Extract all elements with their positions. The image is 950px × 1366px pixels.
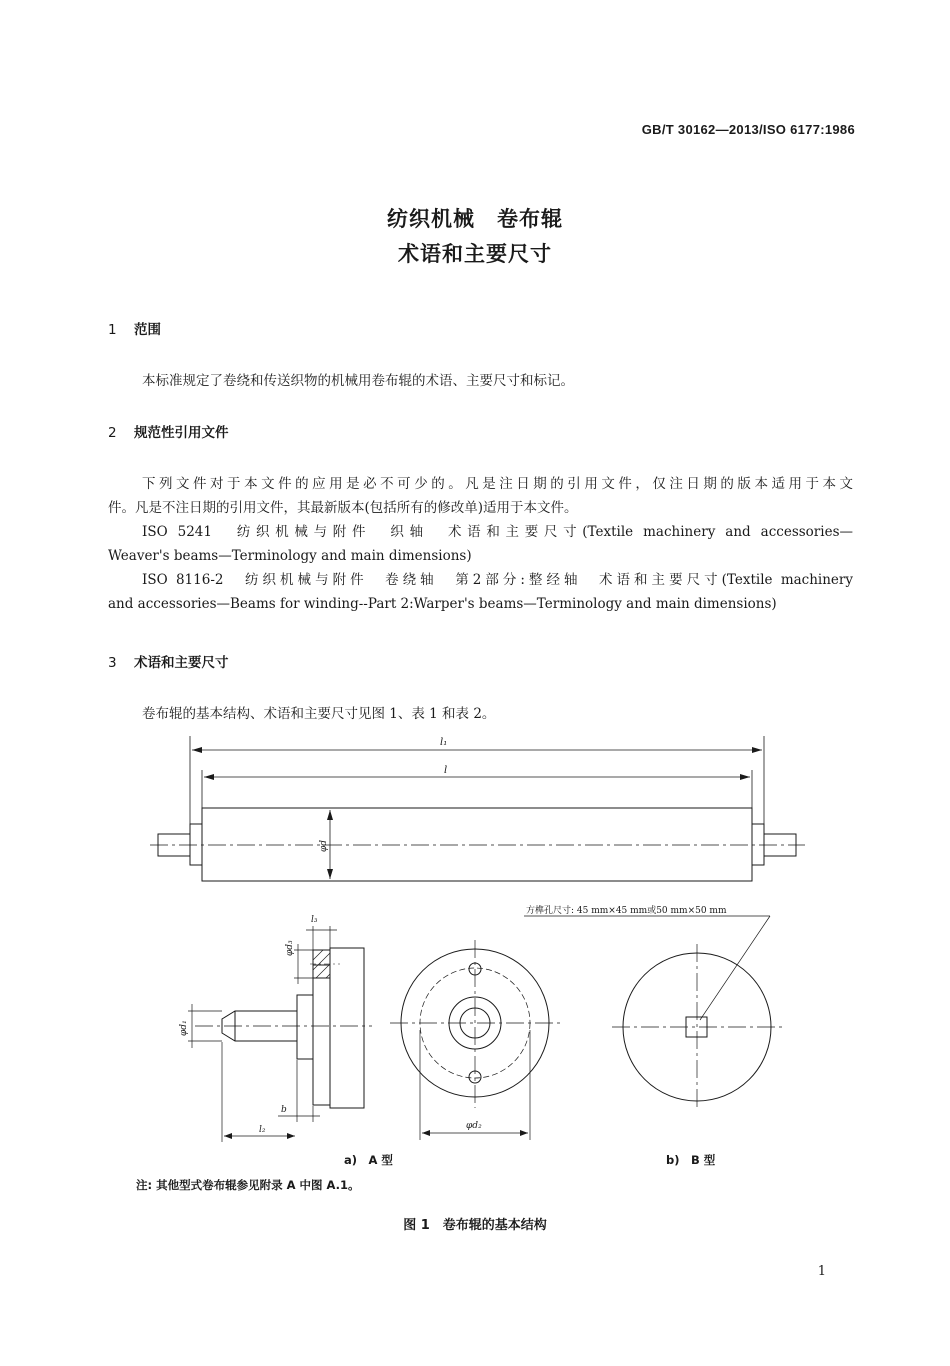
- reference-2-line2: and accessories—Beams for winding--Part 2:Warper's beams—Terminology and main dimensions): [108, 596, 777, 612]
- section-3-number: 3: [108, 655, 117, 671]
- section-1-heading: [108, 318, 161, 338]
- dim-label-l3: l₃: [311, 915, 318, 925]
- section-2-title: 规范性引用文件: [134, 425, 229, 441]
- type-b-end-view: [524, 904, 782, 1110]
- figure-caption-b: b) B 型: [666, 1153, 716, 1167]
- section-2-text-line1: 下列文件对于本文件的应用是必不可少的。凡是注日期的引用文件，仅注日期的版本适用于本文: [142, 476, 853, 492]
- dim-label-b: b: [281, 1105, 287, 1115]
- standard-code: GB/T 30162—2013/ISO 6177:1986: [641, 122, 855, 137]
- type-a-end-view: [390, 940, 560, 1140]
- dim-label-d2: φd₂: [466, 1121, 482, 1131]
- section-2-paragraph: [108, 472, 853, 616]
- section-3-title: 术语和主要尺寸: [134, 655, 229, 671]
- document-title-line2: 术语和主要尺寸: [398, 242, 552, 266]
- reference-1-line1: ISO 5241 纺织机械与附件 织轴 术语和主要尺寸(Textile machinery and accessories—: [142, 524, 853, 540]
- reference-2-line1: ISO 8116-2 纺织机械与附件 卷绕轴 第2部分:整经轴 术语和主要尺寸(Textile machinery: [142, 572, 853, 588]
- figure-note: 注: 其他型式卷布辊参见附录 A 中图 A.1。: [136, 1178, 360, 1192]
- section-1-text: 本标准规定了卷绕和传送织物的机械用卷布辊的术语、主要尺寸和标记。: [142, 373, 574, 389]
- type-a-section-view: [179, 915, 372, 1142]
- section-1-title: 范围: [134, 322, 161, 338]
- page-number: 1: [817, 1264, 826, 1279]
- section-2-text-line2: 件。凡是不注日期的引用文件，其最新版本(包括所有的修改单)适用于本文件。: [108, 500, 578, 516]
- dim-label-d3: φd₃: [285, 940, 295, 956]
- dim-label-d1: φd₁: [179, 1020, 189, 1036]
- square-hole-size-label: 方榫孔尺寸: 45 mm×45 mm或50 mm×50 mm: [526, 906, 727, 916]
- figure-caption-a: a) A 型: [344, 1153, 393, 1167]
- dim-label-l: l: [444, 765, 448, 776]
- section-2-number: 2: [108, 425, 117, 441]
- roller-side-view: [150, 736, 805, 881]
- reference-1-line2: Weaver's beams—Terminology and main dimensions): [108, 548, 472, 564]
- section-1-number: 1: [108, 322, 117, 338]
- dim-label-d: φd: [319, 839, 329, 852]
- document-title-line1: 纺织机械 卷布辊: [387, 207, 563, 231]
- figure-title: 图 1 卷布辊的基本结构: [403, 1218, 547, 1233]
- dim-label-l2: l₂: [259, 1125, 266, 1135]
- section-2-heading: [108, 421, 229, 441]
- section-3-heading: [108, 651, 229, 671]
- dim-label-l1: l₁: [440, 737, 448, 748]
- figure-1-drawing: [0, 730, 950, 1150]
- section-3-text: 卷布辊的基本结构、术语和主要尺寸见图 1、表 1 和表 2。: [142, 706, 496, 722]
